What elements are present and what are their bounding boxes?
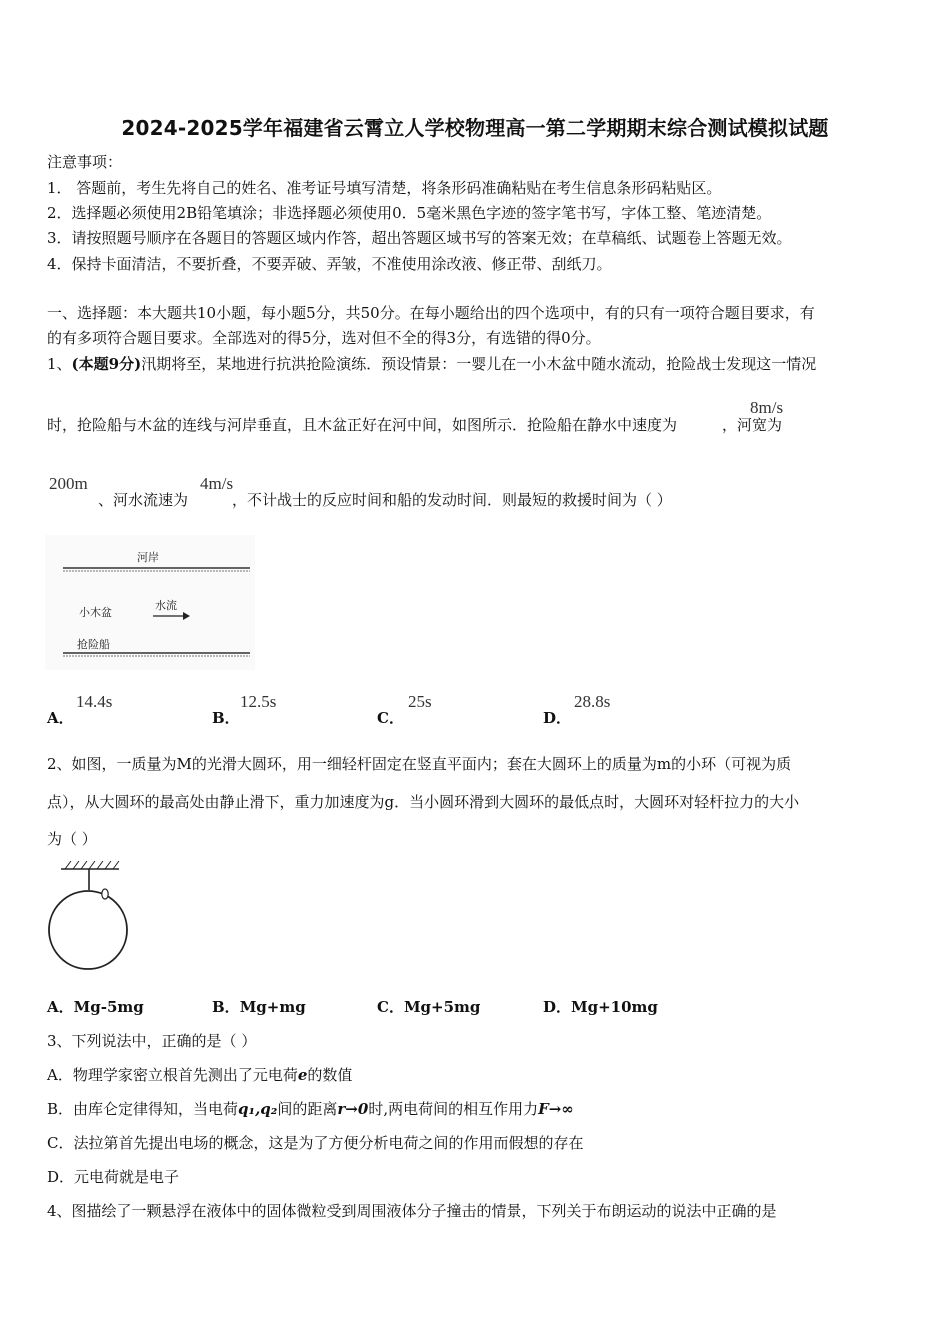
q2-option-c[interactable] xyxy=(377,996,480,1017)
ceiling-hatch xyxy=(65,861,119,869)
q1-text-2b: ，河宽为 xyxy=(722,416,783,434)
q2-option-c-label: C． xyxy=(377,998,404,1016)
q3-option-b-r: r→0 xyxy=(337,1100,369,1118)
q1-line-3 xyxy=(98,489,672,510)
q3-option-b-pre: B．由库仑定律得知，当电荷 xyxy=(47,1100,239,1118)
q1-option-d-value: 28.8s xyxy=(574,692,611,711)
q2-line-2: 点），从大圆环的最高处由静止滑下，重力加速度为g．当小圆环滑到大圆环的最低点时，大圆环对轻杆拉力的大小 xyxy=(47,793,800,811)
q1-speed-water: 4m/s xyxy=(200,474,234,493)
q3-option-a[interactable] xyxy=(47,1064,352,1085)
q2-option-d[interactable] xyxy=(543,996,658,1017)
q1-river-width: 200m xyxy=(49,474,88,493)
q4-stem: 4、图描绘了一颗悬浮在液体中的固体微粒受到周围液体分子撞击的情景，下列关于布朗运动的说法中正确的是 xyxy=(47,1202,777,1220)
q1-score: (本题9分) xyxy=(71,355,142,373)
q3-option-a-var: e xyxy=(297,1066,308,1084)
q3-option-b-charges: q₁,q₂ xyxy=(238,1100,278,1118)
q1-option-b-value: 12.5s xyxy=(240,692,277,711)
q2-option-d-value: Mg+10mg xyxy=(571,998,658,1016)
q1-option-b-label[interactable]: B． xyxy=(212,709,240,727)
river-figure xyxy=(45,535,255,670)
q1-option-d-label[interactable]: D． xyxy=(543,709,572,727)
q2-line-1: 2、如图，一质量为M的光滑大圆环，用一细轻杆固定在竖直平面内；套在大圆环上的质量为m的小环（可视为质 xyxy=(47,755,792,773)
q2-option-d-label: D． xyxy=(543,998,572,1016)
hoop-figure xyxy=(45,858,135,976)
q3-option-a-pre: A．物理学家密立根首先测出了元电荷 xyxy=(47,1066,298,1084)
flow-label: 水流 xyxy=(155,599,177,612)
notice-item-3: 3．请按照题号顺序在各题目的答题区域内作答，超出答题区域书写的答案无效；在草稿纸、试题卷上答题无效。 xyxy=(47,229,792,247)
q1-option-c-label[interactable]: C． xyxy=(377,709,404,727)
q1-text-3a: 、河水流速为 xyxy=(98,491,189,509)
q1-number: 1、 xyxy=(47,355,72,373)
page-title: 2024-2025学年福建省云霄立人学校物理高一第二学期期末综合测试模拟试题 xyxy=(121,116,829,140)
q1-option-c-value: 25s xyxy=(408,692,432,711)
q2-option-c-value: Mg+5mg xyxy=(403,998,481,1016)
section-intro-line-1: 一、选择题：本大题共10小题，每小题5分，共50分。在每小题给出的四个选项中，有的只有一项符合题目要求，有 xyxy=(47,304,815,322)
q2-line-3: 为（ ） xyxy=(47,830,97,848)
section-intro-line-2: 的有多项符合题目要求。全部选对的得5分，选对但不全的得3分，有选错的得0分。 xyxy=(47,329,601,347)
q1-speed-still: 8m/s xyxy=(750,398,784,417)
q1-option-a-label[interactable]: A． xyxy=(47,709,74,727)
q2-option-a-value: Mg-5mg xyxy=(73,998,144,1016)
large-hoop xyxy=(49,891,127,969)
q3-stem: 3、下列说法中，正确的是（ ） xyxy=(47,1032,257,1050)
notice-item-2: 2．选择题必须使用2B铅笔填涂；非选择题必须使用0．5毫米黑色字迹的签字笔书写，字体工整、笔迹清楚。 xyxy=(47,204,772,222)
q1-line-1 xyxy=(47,353,816,374)
bank-label: 河岸 xyxy=(137,551,159,564)
q3-option-b-mid2: 时,两电荷间的相互作用力 xyxy=(368,1100,539,1118)
q1-text-2a: 时，抢险船与木盆的连线与河岸垂直，且木盆正好在河中间，如图所示．抢险船在静水中速度为 xyxy=(47,416,678,434)
q2-option-b-label: B． xyxy=(212,998,240,1016)
q3-option-b-mid: 间的距离 xyxy=(277,1100,338,1118)
q1-text-3b: ，不计战士的反应时间和船的发动时间．则最短的救援时间为（ ） xyxy=(232,491,672,509)
q3-option-c[interactable]: C．法拉第首先提出电场的概念，这是为了方便分析电荷之间的作用而假想的存在 xyxy=(47,1134,584,1152)
notice-item-1: 1． 答题前，考生先将自己的姓名、准考证号填写清楚，将条形码准确粘贴在考生信息条形码粘贴区。 xyxy=(47,179,722,197)
basin-label: 小木盆 xyxy=(79,606,112,619)
q1-line-2 xyxy=(47,414,782,435)
notice-heading: 注意事项： xyxy=(47,153,123,171)
q1-text-1: 汛期将至，某地进行抗洪抢险演练．预设情景：一婴儿在一小木盆中随水流动，抢险战士发现这一情况 xyxy=(141,355,817,373)
q2-option-b[interactable] xyxy=(212,996,306,1017)
q3-option-b-force: F→∞ xyxy=(538,1100,574,1118)
q1-option-a-value: 14.4s xyxy=(76,692,113,711)
q2-option-b-value: Mg+mg xyxy=(239,998,306,1016)
q3-option-a-post: 的数值 xyxy=(307,1066,353,1084)
boat-label: 抢险船 xyxy=(77,638,110,651)
notice-item-4: 4．保持卡面清洁，不要折叠，不要弄破、弄皱，不准使用涂改液、修正带、刮纸刀。 xyxy=(47,255,612,273)
q2-option-a-label: A． xyxy=(47,998,74,1016)
q3-option-d[interactable]: D．元电荷就是电子 xyxy=(47,1168,180,1186)
small-ring xyxy=(102,889,108,899)
q3-option-b[interactable] xyxy=(47,1098,574,1119)
q2-option-a[interactable] xyxy=(47,996,144,1017)
